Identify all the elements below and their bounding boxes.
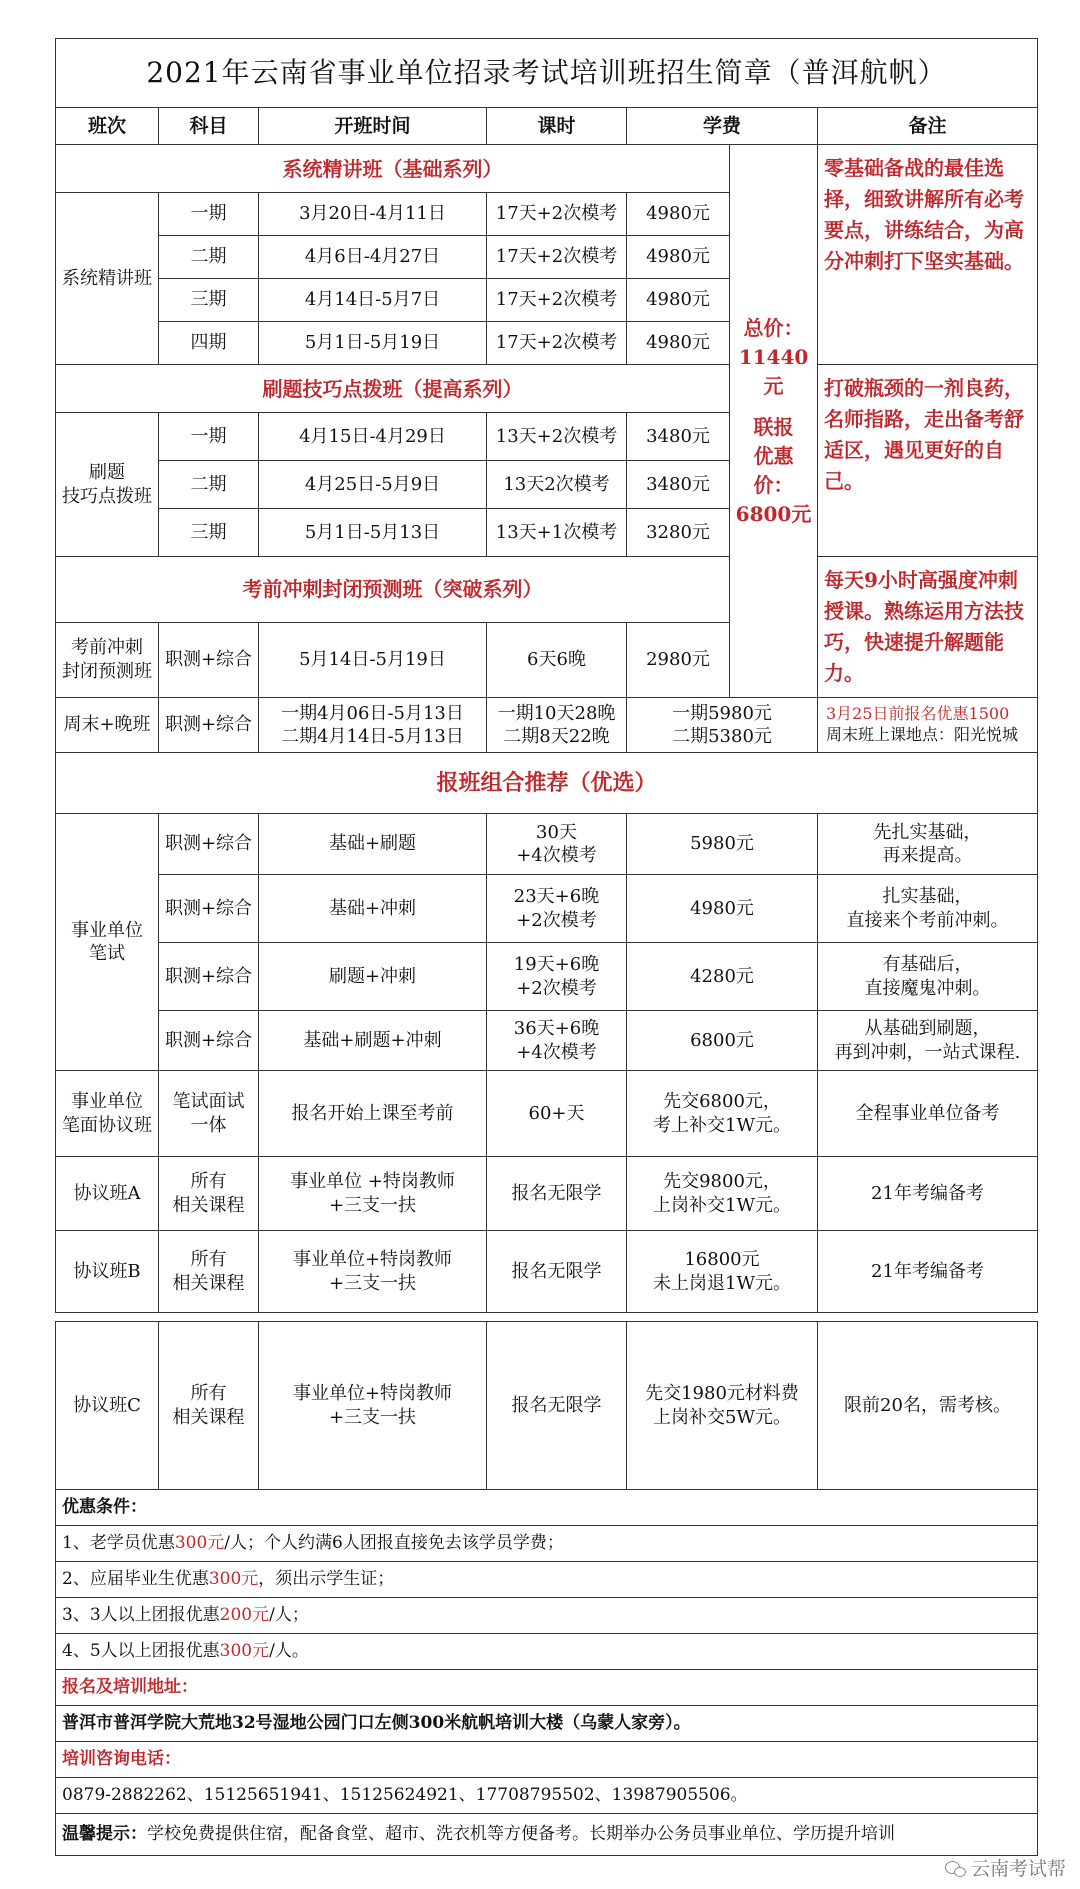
hours-line: 30天 (536, 821, 577, 843)
hours (487, 1011, 627, 1071)
note-line: 有基础后， (882, 954, 973, 976)
class-name-weekend: 周末+晚班 (56, 698, 159, 753)
hours: 17天+2次模考 (487, 193, 627, 236)
fee-line: 二期5380元 (672, 726, 772, 747)
hours: 17天+2次模考 (487, 279, 627, 322)
header-note: 备注 (818, 108, 1038, 145)
wechat-icon (945, 1859, 967, 1877)
hours-line: +2次模考 (516, 977, 597, 999)
class-name-line: 封闭预测班 (62, 660, 152, 682)
discount-item (56, 1598, 1038, 1634)
fee: 4980元 (627, 322, 730, 365)
period: 一期 (159, 413, 259, 461)
class-name-basic: 系统精讲班 (56, 193, 159, 365)
class-name-written (56, 814, 159, 1071)
note-line: 扎实基础， (882, 886, 973, 908)
subject-line: 相关课程 (172, 1406, 245, 1428)
period: 三期 (159, 279, 259, 322)
note-line: 再到冲刺，一站式课程. (834, 1041, 1021, 1063)
total-label: 总价： (743, 315, 804, 340)
header-time: 开班时间 (259, 108, 487, 145)
fee-line: 未上岗退1W元。 (653, 1272, 791, 1294)
note-weekend (818, 698, 1038, 753)
brochure-table (55, 38, 1038, 1856)
header-subject: 科目 (159, 108, 259, 145)
note-basic: 零基础备战的最佳选择，细致讲解所有必考要点，讲练结合，为高分冲刺打下坚实基础。 (818, 145, 1038, 365)
section-title-sprint: 考前冲刺封闭预测班（突破系列） (56, 557, 730, 623)
address-text: 普洱市普洱学院大荒地32号湿地公园门口左侧300米航帆培训大楼（乌蒙人家旁）。 (56, 1706, 1038, 1742)
fee (627, 698, 818, 753)
fee-line: 先交9800元， (663, 1171, 781, 1193)
hours-line: 一期10天28晚 (497, 702, 616, 724)
note (818, 875, 1038, 943)
note: 21年考编备考 (818, 1231, 1038, 1313)
hours: 17天+2次模考 (487, 322, 627, 365)
subject: 职测+综合 (159, 875, 259, 943)
note-line: 直接魔鬼冲刺。 (864, 977, 991, 999)
joint-label: 联报 (753, 414, 794, 439)
fee-line: 一期5980元 (672, 702, 772, 724)
time: 5月1日-5月19日 (259, 322, 487, 365)
time: 4月14日-5月7日 (259, 279, 487, 322)
fee-line: 16800元 (684, 1249, 760, 1271)
watermark-text: 云南考试帮 (970, 1858, 1066, 1880)
period: 三期 (159, 509, 259, 557)
hours-line: 36天+6晚 (513, 1018, 600, 1040)
content-line: 事业单位+特岗教师 (292, 1383, 453, 1405)
content-line: +三支一扶 (328, 1272, 417, 1294)
content: 刷题+冲刺 (259, 943, 487, 1011)
class-name-line: 考前冲刺 (71, 637, 143, 659)
subject (159, 1157, 259, 1231)
hours-line: 二期8天22晚 (503, 726, 610, 747)
content-line: 事业单位 +特岗教师 (290, 1171, 455, 1193)
hours: 6天6晚 (487, 622, 627, 697)
hours: 17天+2次模考 (487, 236, 627, 279)
content-line: 报名开始上课至考前 (291, 1102, 454, 1124)
period: 二期 (159, 461, 259, 509)
time: 5月1日-5月13日 (259, 509, 487, 557)
phone-label: 培训咨询电话： (56, 1742, 1038, 1778)
time: 4月6日-4月27日 (259, 236, 487, 279)
content: 基础+刷题+冲刺 (259, 1011, 487, 1071)
watermark (945, 1854, 1066, 1881)
class-name-agreement-c: 协议班C (56, 1322, 159, 1490)
class-name-line: 技巧点拨班 (62, 485, 152, 507)
note: 限前20名，需考核。 (818, 1322, 1038, 1490)
content (259, 1157, 487, 1231)
section-title-basic: 系统精讲班（基础系列） (56, 145, 730, 193)
hours: 13天2次模考 (487, 461, 627, 509)
hours (487, 943, 627, 1011)
discount-text: 4、5人以上团报优惠 (62, 1641, 220, 1662)
total-price: 11440元 (738, 344, 809, 398)
header-class: 班次 (56, 108, 159, 145)
fee: 4280元 (627, 943, 818, 1011)
subject-line: 相关课程 (172, 1272, 245, 1294)
fee: 4980元 (627, 193, 730, 236)
hours-line: +4次模考 (516, 845, 597, 866)
period: 四期 (159, 322, 259, 365)
header-fee: 学费 (627, 108, 818, 145)
note: 21年考编备考 (818, 1157, 1038, 1231)
phone-text: 0879-2882262、15125651941、15125624921、17708795502、13987905506。 (56, 1778, 1038, 1814)
joint-discount-label: 优惠价： (753, 443, 794, 497)
subject (159, 1071, 259, 1157)
fee: 5980元 (627, 814, 818, 875)
discount-label: 优惠条件： (56, 1490, 1038, 1526)
fee-line: 考上补交1W元。 (653, 1114, 791, 1136)
fee: 3480元 (627, 461, 730, 509)
class-name-agreement-b: 协议班B (56, 1231, 159, 1313)
class-name-sprint (56, 622, 159, 697)
class-name-line: 笔试 (89, 943, 125, 964)
class-name-line: 事业单位 (71, 919, 143, 941)
content: 基础+刷题 (259, 814, 487, 875)
fee: 4980元 (627, 236, 730, 279)
subject-line: 一体 (190, 1114, 227, 1136)
hours: 报名无限学 (487, 1231, 627, 1313)
discount-amount: 300元 (219, 1641, 270, 1662)
discount-text: ，须出示学生证； (258, 1569, 395, 1590)
note-line: 从基础到刷题， (864, 1018, 991, 1040)
note-sprint: 每天9小时高强度冲刺授课。熟练运用方法技巧，快速提升解题能力。 (818, 557, 1038, 698)
subject: 职测+综合 (159, 1011, 259, 1071)
note: 全程事业单位备考 (818, 1071, 1038, 1157)
subject-line: 笔试面试 (172, 1091, 245, 1113)
fee-line: 先交6800元， (663, 1091, 781, 1113)
time (259, 698, 487, 753)
hours: 报名无限学 (487, 1157, 627, 1231)
fee: 2980元 (627, 622, 730, 697)
hours-line: +2次模考 (516, 909, 597, 931)
time: 4月25日-5月9日 (259, 461, 487, 509)
class-name-improve (56, 413, 159, 557)
note (818, 1011, 1038, 1071)
note (818, 943, 1038, 1011)
subject-line: 所有 (190, 1249, 227, 1271)
class-name-line: 笔面协议班 (62, 1114, 152, 1136)
note-improve: 打破瓶颈的一剂良药，名师指路，走出备考舒适区，遇见更好的自己。 (818, 365, 1038, 557)
joint-price: 6800元 (735, 501, 812, 526)
hours-line: +4次模考 (516, 1041, 597, 1063)
fee: 4980元 (627, 875, 818, 943)
hours: 报名无限学 (487, 1322, 627, 1490)
subject-line: 所有 (190, 1171, 227, 1193)
discount-text: /人。 (269, 1641, 309, 1662)
early-bird-note: 3月25日前报名优惠1500 (826, 704, 1010, 724)
tip-label: 温馨提示： (62, 1824, 147, 1845)
subject: 职测+综合 (159, 814, 259, 875)
content (259, 1071, 487, 1157)
hours (487, 814, 627, 875)
section-title-improve: 刷题技巧点拨班（提高系列） (56, 365, 730, 413)
time: 5月14日-5月19日 (259, 622, 487, 697)
time: 4月15日-4月29日 (259, 413, 487, 461)
content (259, 1322, 487, 1490)
fee (627, 1322, 818, 1490)
time-line: 二期4月14日-5月13日 (281, 726, 464, 747)
period: 二期 (159, 236, 259, 279)
class-name-line: 刷题 (89, 462, 125, 484)
subject: 职测+综合 (159, 698, 259, 753)
location-note: 周末班上课地点：阳光悦城 (826, 725, 1019, 744)
content-line: 事业单位+特岗教师 (292, 1249, 453, 1271)
address-label: 报名及培训地址： (56, 1670, 1038, 1706)
discount-item (56, 1562, 1038, 1598)
period: 一期 (159, 193, 259, 236)
discount-text: 1、老学员优惠 (62, 1533, 175, 1554)
discount-item (56, 1526, 1038, 1562)
note-line: 再来提高。 (882, 845, 973, 866)
fee: 3480元 (627, 413, 730, 461)
fee (627, 1231, 818, 1313)
fee (627, 1157, 818, 1231)
hours: 13天+2次模考 (487, 413, 627, 461)
discount-text: /人；个人约满6人团报直接免去该学员学费； (224, 1533, 564, 1554)
discount-amount: 200元 (219, 1605, 270, 1626)
hours-line: 23天+6晚 (513, 886, 600, 908)
note-line: 先扎实基础， (873, 821, 982, 843)
content-line: +三支一扶 (328, 1406, 417, 1428)
hours: 13天+1次模考 (487, 509, 627, 557)
discount-item (56, 1634, 1038, 1670)
content (259, 1231, 487, 1313)
hours: 60+天 (487, 1071, 627, 1157)
class-name-line: 事业单位 (71, 1091, 143, 1113)
subject-line: 所有 (190, 1383, 227, 1405)
class-name-agreement-a: 协议班A (56, 1157, 159, 1231)
subject-line: 相关课程 (172, 1194, 245, 1216)
content: 基础+冲刺 (259, 875, 487, 943)
time-line: 一期4月06日-5月13日 (281, 702, 464, 724)
tip-row (56, 1814, 1038, 1856)
brochure-sheet (55, 38, 1037, 1878)
discount-text: /人； (269, 1605, 309, 1626)
discount-text: 3、3人以上团报优惠 (62, 1605, 220, 1626)
note-line: 直接来个考前冲刺。 (846, 909, 1009, 931)
fee: 6800元 (627, 1011, 818, 1071)
time: 3月20日-4月11日 (259, 193, 487, 236)
class-name-agreement (56, 1071, 159, 1157)
subject (159, 1322, 259, 1490)
fee: 3280元 (627, 509, 730, 557)
joint-price-cell (730, 145, 818, 698)
page-title: 2021年云南省事业单位招录考试培训班招生简章（普洱航帆） (56, 39, 1038, 108)
fee: 4980元 (627, 279, 730, 322)
section-title-combo: 报班组合推荐（优选） (56, 753, 1038, 814)
discount-amount: 300元 (208, 1569, 259, 1590)
fee-line: 先交1980元材料费 (645, 1383, 799, 1405)
hours-line: 19天+6晚 (513, 954, 600, 976)
discount-amount: 300元 (174, 1533, 225, 1554)
content-line: +三支一扶 (328, 1194, 417, 1216)
fee-line: 上岗补交1W元。 (653, 1194, 791, 1216)
discount-text: 2、应届毕业生优惠 (62, 1569, 209, 1590)
header-hours: 课时 (487, 108, 627, 145)
hours (487, 875, 627, 943)
subject (159, 1231, 259, 1313)
hours (487, 698, 627, 753)
fee (627, 1071, 818, 1157)
note (818, 814, 1038, 875)
table-gap (56, 1313, 1038, 1322)
tip-text: 学校免费提供住宿，配备食堂、超市、洗衣机等方便备考。长期举办公务员事业单位、学历提升培训 (147, 1824, 895, 1845)
fee-line: 上岗补交5W元。 (653, 1406, 791, 1428)
subject: 职测+综合 (159, 943, 259, 1011)
subject: 职测+综合 (159, 622, 259, 697)
